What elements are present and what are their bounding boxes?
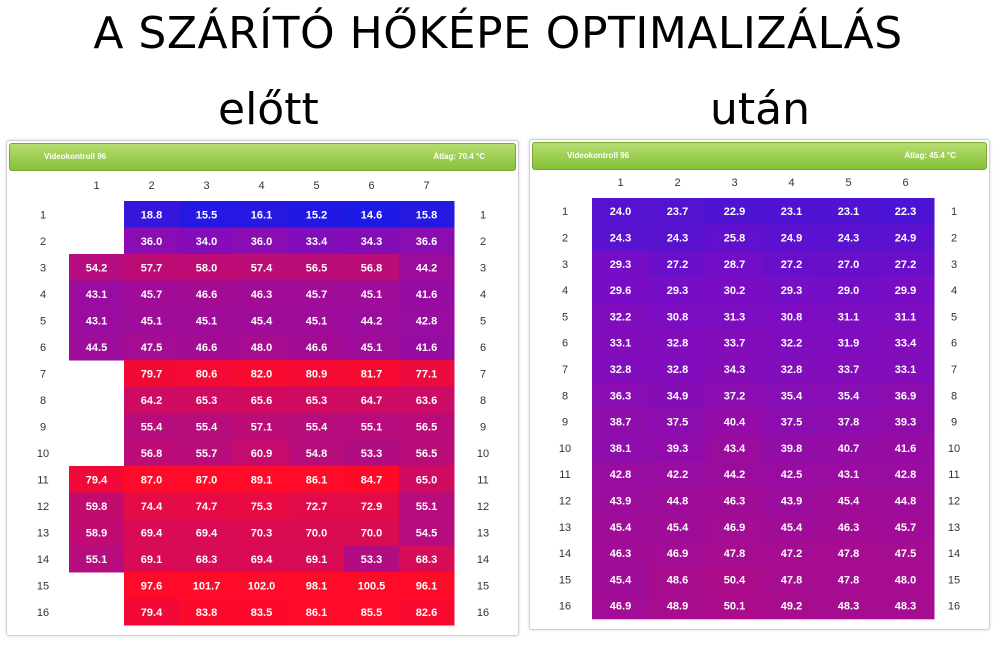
cell-value: 79.4	[85, 474, 108, 487]
column-label: 6	[902, 177, 909, 189]
cell-value: 37.2	[723, 390, 746, 403]
cell-value: 101.7	[192, 580, 221, 593]
cell-value: 79.7	[140, 368, 163, 381]
row-label-left: 3	[39, 262, 47, 275]
cell-value: 40.7	[837, 442, 860, 455]
cell-value: 27.2	[894, 258, 917, 271]
row-label-left: 13	[558, 521, 572, 534]
row-label-left: 15	[36, 580, 50, 593]
cell-value: 41.6	[894, 442, 917, 455]
panel-title: Videokontroll 96	[567, 151, 630, 160]
cell-value: 45.4	[837, 495, 860, 508]
cell-value: 63.6	[415, 394, 438, 407]
row-label-left: 10	[558, 442, 572, 455]
cell-value: 55.1	[360, 421, 383, 434]
column-label: 5	[313, 180, 320, 192]
cell-value: 46.6	[195, 341, 218, 354]
cell-value: 32.2	[780, 337, 803, 350]
row-label-left: 10	[36, 447, 50, 460]
row-label-right: 10	[947, 442, 961, 455]
cell-value: 31.9	[837, 337, 860, 350]
row-label-right: 13	[476, 527, 490, 540]
cell-value: 80.9	[305, 368, 328, 381]
cell-value: 45.4	[609, 521, 632, 534]
cell-value: 97.6	[140, 580, 163, 593]
cell-value: 69.1	[305, 553, 328, 566]
row-label-left: 12	[558, 495, 572, 508]
cell-value: 45.7	[140, 288, 163, 301]
row-label-left: 5	[561, 311, 569, 324]
cell-value: 82.6	[415, 606, 438, 619]
cell-value: 98.1	[305, 580, 328, 593]
cell-value: 42.5	[780, 469, 803, 482]
cell-value: 53.3	[360, 553, 383, 566]
row-label-right: 15	[476, 580, 490, 593]
cell-value: 56.5	[415, 421, 438, 434]
cell-value: 69.4	[195, 527, 218, 540]
cell-value: 57.1	[250, 421, 273, 434]
cell-value: 69.4	[140, 527, 163, 540]
cell-value: 48.3	[837, 600, 860, 613]
column-label: 2	[674, 177, 681, 189]
cell-value: 53.3	[360, 447, 383, 460]
column-label: 3	[731, 177, 738, 189]
cell-value: 56.5	[305, 262, 328, 275]
cell-value: 54.8	[305, 447, 328, 460]
cell-value: 29.0	[837, 285, 860, 298]
row-label-left: 8	[561, 390, 569, 403]
cell-value: 48.9	[666, 600, 689, 613]
cell-value: 15.2	[305, 209, 328, 222]
row-label-left: 1	[39, 209, 47, 222]
row-label-right: 6	[950, 337, 958, 350]
cell-value: 47.8	[837, 574, 860, 587]
cell-value: 43.9	[780, 495, 803, 508]
cell-value: 37.5	[780, 416, 803, 429]
cell-value: 69.4	[250, 553, 273, 566]
cell-value: 46.9	[609, 600, 632, 613]
cell-value: 36.0	[140, 235, 163, 248]
row-label-left: 8	[39, 394, 47, 407]
cell-value: 34.3	[723, 363, 746, 376]
cell-value: 27.2	[780, 258, 803, 271]
cell-value: 68.3	[415, 553, 438, 566]
cell-value: 65.0	[415, 474, 438, 487]
page-title: A SZÁRÍTÓ HŐKÉPE OPTIMALIZÁLÁS	[93, 8, 903, 59]
column-label: 3	[203, 180, 210, 192]
cell-value: 45.4	[666, 521, 689, 534]
row-label-left: 3	[561, 258, 569, 271]
cell-value: 96.1	[415, 580, 438, 593]
cell-value: 31.1	[894, 311, 917, 324]
cell-value: 15.5	[195, 209, 218, 222]
row-label-right: 4	[479, 288, 487, 301]
cell-value: 56.8	[360, 262, 383, 275]
cell-value: 70.3	[250, 527, 273, 540]
cell-value: 86.1	[305, 474, 328, 487]
cell-value: 14.6	[360, 209, 383, 222]
cell-value: 64.2	[140, 394, 163, 407]
cell-value: 56.8	[140, 447, 163, 460]
row-label-right: 14	[476, 553, 490, 566]
cell-value: 45.7	[305, 288, 328, 301]
cell-value: 30.2	[723, 285, 746, 298]
cell-value: 24.3	[666, 232, 689, 245]
cell-value: 36.3	[609, 390, 632, 403]
cell-value: 54.5	[415, 527, 438, 540]
cell-value: 38.1	[609, 442, 632, 455]
row-label-left: 6	[561, 337, 569, 350]
cell-value: 46.6	[305, 341, 328, 354]
cell-value: 24.0	[609, 206, 632, 219]
cell-value: 32.8	[666, 337, 689, 350]
cell-value: 31.3	[723, 311, 746, 324]
cell-value: 34.3	[360, 235, 383, 248]
cell-value: 35.4	[837, 390, 860, 403]
cell-value: 47.8	[723, 548, 746, 561]
cell-value: 60.9	[250, 447, 273, 460]
cell-value: 45.4	[250, 315, 273, 328]
column-label: 1	[93, 180, 100, 192]
cell-value: 40.4	[723, 416, 746, 429]
row-label-right: 12	[476, 500, 490, 513]
cell-value: 58.9	[85, 527, 108, 540]
cell-value: 33.1	[609, 337, 632, 350]
row-label-left: 16	[558, 600, 572, 613]
cell-value: 32.8	[666, 363, 689, 376]
cell-value: 68.3	[195, 553, 218, 566]
cell-value: 80.6	[195, 368, 218, 381]
cell-value: 35.4	[780, 390, 803, 403]
cell-value: 37.5	[666, 416, 689, 429]
row-label-right: 1	[479, 209, 487, 222]
cell-value: 34.9	[666, 390, 689, 403]
column-label: 4	[258, 180, 265, 192]
row-label-left: 2	[39, 235, 47, 248]
cell-value: 43.4	[723, 442, 746, 455]
cell-value: 47.8	[780, 574, 803, 587]
cell-value: 15.8	[415, 209, 438, 222]
cell-value: 45.1	[195, 315, 218, 328]
cell-value: 30.8	[780, 311, 803, 324]
cell-value: 44.8	[894, 495, 917, 508]
cell-value: 39.8	[780, 442, 803, 455]
cell-value: 72.7	[305, 500, 328, 513]
before-label: előtt	[218, 84, 319, 135]
cell-value: 44.2	[360, 315, 383, 328]
cell-value: 42.8	[415, 315, 438, 328]
row-label-right: 14	[947, 548, 961, 561]
row-label-left: 16	[36, 606, 50, 619]
heatmap-panel-before	[6, 140, 519, 636]
cell-value: 65.3	[305, 394, 328, 407]
row-label-left: 7	[561, 363, 569, 376]
row-label-left: 15	[558, 574, 572, 587]
row-label-right: 11	[477, 474, 489, 487]
cell-value: 87.0	[140, 474, 163, 487]
cell-value: 29.6	[609, 285, 632, 298]
cell-value: 33.1	[894, 363, 917, 376]
cell-value: 43.1	[837, 469, 860, 482]
cell-value: 45.1	[360, 341, 383, 354]
cell-value: 48.0	[250, 341, 273, 354]
cell-value: 55.4	[195, 421, 218, 434]
cell-value: 29.3	[666, 285, 689, 298]
row-label-right: 9	[950, 416, 958, 429]
cell-value: 39.3	[894, 416, 917, 429]
cell-value: 23.7	[666, 206, 689, 219]
cell-value: 16.1	[250, 209, 273, 222]
row-label-left: 9	[39, 421, 47, 434]
row-label-left: 12	[36, 500, 50, 513]
cell-value: 24.3	[609, 232, 632, 245]
cell-value: 89.1	[250, 474, 273, 487]
row-label-right: 12	[947, 495, 961, 508]
cell-value: 65.6	[250, 394, 273, 407]
cell-value: 23.1	[837, 206, 860, 219]
cell-value: 70.0	[305, 527, 328, 540]
cell-value: 49.2	[780, 600, 803, 613]
cell-value: 24.9	[780, 232, 803, 245]
row-label-left: 13	[36, 527, 50, 540]
after-label: után	[710, 84, 810, 135]
cell-value: 55.4	[305, 421, 328, 434]
row-label-right: 15	[947, 574, 961, 587]
cell-value: 55.4	[140, 421, 163, 434]
cell-value: 33.4	[305, 235, 328, 248]
cell-value: 34.0	[195, 235, 218, 248]
row-label-right: 5	[479, 315, 487, 328]
cell-value: 44.2	[415, 262, 438, 275]
cell-value: 69.1	[140, 553, 163, 566]
cell-value: 43.9	[609, 495, 632, 508]
cell-value: 50.1	[723, 600, 746, 613]
row-label-right: 3	[479, 262, 487, 275]
cell-value: 74.7	[195, 500, 218, 513]
cell-value: 83.5	[250, 606, 273, 619]
cell-value: 65.3	[195, 394, 218, 407]
heatmap-panel-after	[529, 139, 990, 630]
cell-value: 28.7	[723, 258, 746, 271]
cell-value: 29.3	[780, 285, 803, 298]
cell-value: 33.7	[723, 337, 746, 350]
row-label-left: 4	[561, 285, 569, 298]
cell-value: 27.2	[666, 258, 689, 271]
row-label-right: 3	[950, 258, 958, 271]
cell-value: 43.1	[85, 288, 108, 301]
cell-value: 100.5	[357, 580, 386, 593]
row-label-right: 9	[479, 421, 487, 434]
cell-value: 54.2	[85, 262, 108, 275]
cell-value: 33.7	[837, 363, 860, 376]
row-label-right: 1	[950, 206, 958, 219]
panel-title: Videokontroll 96	[44, 152, 107, 161]
row-label-right: 8	[479, 394, 487, 407]
row-label-right: 10	[476, 447, 490, 460]
cell-value: 46.3	[723, 495, 746, 508]
cell-value: 33.4	[894, 337, 917, 350]
cell-value: 47.8	[837, 548, 860, 561]
cell-value: 46.9	[666, 548, 689, 561]
row-label-left: 6	[39, 341, 47, 354]
cell-value: 41.6	[415, 288, 438, 301]
cell-value: 48.0	[894, 574, 917, 587]
cell-value: 79.4	[140, 606, 163, 619]
cell-value: 55.7	[195, 447, 218, 460]
cell-value: 45.4	[780, 521, 803, 534]
cell-value: 46.3	[250, 288, 273, 301]
cell-value: 84.7	[360, 474, 383, 487]
cell-value: 47.5	[140, 341, 163, 354]
row-label-right: 16	[476, 606, 490, 619]
cell-value: 47.2	[780, 548, 803, 561]
cell-value: 45.1	[360, 288, 383, 301]
row-label-left: 4	[39, 288, 47, 301]
cell-value: 74.4	[140, 500, 163, 513]
cell-value: 83.8	[195, 606, 218, 619]
cell-value: 102.0	[247, 580, 276, 593]
cell-value: 57.7	[140, 262, 163, 275]
cell-value: 57.4	[250, 262, 273, 275]
row-label-right: 13	[947, 521, 961, 534]
cell-value: 44.8	[666, 495, 689, 508]
cell-value: 55.1	[85, 553, 108, 566]
cell-value: 85.5	[360, 606, 383, 619]
row-label-left: 11	[559, 469, 571, 482]
cell-value: 18.8	[140, 209, 163, 222]
cell-value: 30.8	[666, 311, 689, 324]
cell-value: 50.4	[723, 574, 746, 587]
row-label-left: 2	[561, 232, 569, 245]
cell-value: 75.3	[250, 500, 273, 513]
row-label-right: 2	[950, 232, 958, 245]
cell-value: 77.1	[415, 368, 438, 381]
row-label-right: 5	[950, 311, 958, 324]
cell-value: 45.1	[305, 315, 328, 328]
cell-value: 42.8	[894, 469, 917, 482]
cell-value: 32.8	[780, 363, 803, 376]
row-label-right: 16	[947, 600, 961, 613]
cell-value: 39.3	[666, 442, 689, 455]
row-label-left: 14	[558, 548, 572, 561]
cell-value: 31.1	[837, 311, 860, 324]
cell-value: 45.4	[609, 574, 632, 587]
row-label-right: 8	[950, 390, 958, 403]
cell-value: 59.8	[85, 500, 108, 513]
cell-value: 64.7	[360, 394, 383, 407]
row-label-right: 7	[950, 363, 958, 376]
heatmap-after	[530, 140, 989, 629]
heatmap-before	[7, 141, 518, 635]
row-label-left: 1	[561, 206, 569, 219]
cell-value: 44.5	[85, 341, 108, 354]
row-label-left: 5	[39, 315, 47, 328]
cell-value: 44.2	[723, 469, 746, 482]
column-label: 1	[617, 177, 624, 189]
cell-value: 27.0	[837, 258, 860, 271]
row-label-right: 2	[479, 235, 487, 248]
cell-value: 70.0	[360, 527, 383, 540]
cell-value: 46.3	[609, 548, 632, 561]
cell-value: 46.9	[723, 521, 746, 534]
row-label-left: 11	[37, 474, 49, 487]
cell-value: 25.8	[723, 232, 746, 245]
cell-value: 36.6	[415, 235, 438, 248]
cell-value: 42.8	[609, 469, 632, 482]
column-label: 2	[148, 180, 155, 192]
row-label-left: 14	[36, 553, 50, 566]
cell-value: 86.1	[305, 606, 328, 619]
column-label: 5	[845, 177, 852, 189]
cell-value: 45.7	[894, 521, 917, 534]
row-label-right: 4	[950, 285, 958, 298]
row-label-right: 6	[479, 341, 487, 354]
cell-value: 58.0	[195, 262, 218, 275]
cell-value: 45.1	[140, 315, 163, 328]
cell-value: 22.3	[894, 206, 917, 219]
cell-value: 37.8	[837, 416, 860, 429]
cell-value: 46.6	[195, 288, 218, 301]
cell-value: 32.2	[609, 311, 632, 324]
cell-value: 87.0	[195, 474, 218, 487]
cell-value: 38.7	[609, 416, 632, 429]
row-label-right: 11	[948, 469, 960, 482]
cell-value: 82.0	[250, 368, 273, 381]
cell-value: 46.3	[837, 521, 860, 534]
cell-value: 36.9	[894, 390, 917, 403]
cell-value: 72.9	[360, 500, 383, 513]
column-label: 7	[423, 180, 430, 192]
cell-value: 56.5	[415, 447, 438, 460]
cell-value: 43.1	[85, 315, 108, 328]
cell-value: 29.3	[609, 258, 632, 271]
cell-value: 29.9	[894, 285, 917, 298]
cell-value: 22.9	[723, 206, 746, 219]
cell-value: 23.1	[780, 206, 803, 219]
average-label: Átlag: 45.4 °C	[904, 151, 956, 160]
column-label: 6	[368, 180, 375, 192]
average-label: Átlag: 70.4 °C	[433, 152, 485, 161]
row-label-right: 7	[479, 368, 487, 381]
cell-value: 42.2	[666, 469, 689, 482]
cell-value: 36.0	[250, 235, 273, 248]
cell-value: 81.7	[360, 368, 383, 381]
cell-value: 47.5	[894, 548, 917, 561]
row-label-left: 9	[561, 416, 569, 429]
cell-value: 48.3	[894, 600, 917, 613]
cell-value: 24.3	[837, 232, 860, 245]
cell-value: 41.6	[415, 341, 438, 354]
cell-value: 32.8	[609, 363, 632, 376]
row-label-left: 7	[39, 368, 47, 381]
cell-value: 55.1	[415, 500, 438, 513]
cell-value: 24.9	[894, 232, 917, 245]
cell-value: 48.6	[666, 574, 689, 587]
column-label: 4	[788, 177, 795, 189]
